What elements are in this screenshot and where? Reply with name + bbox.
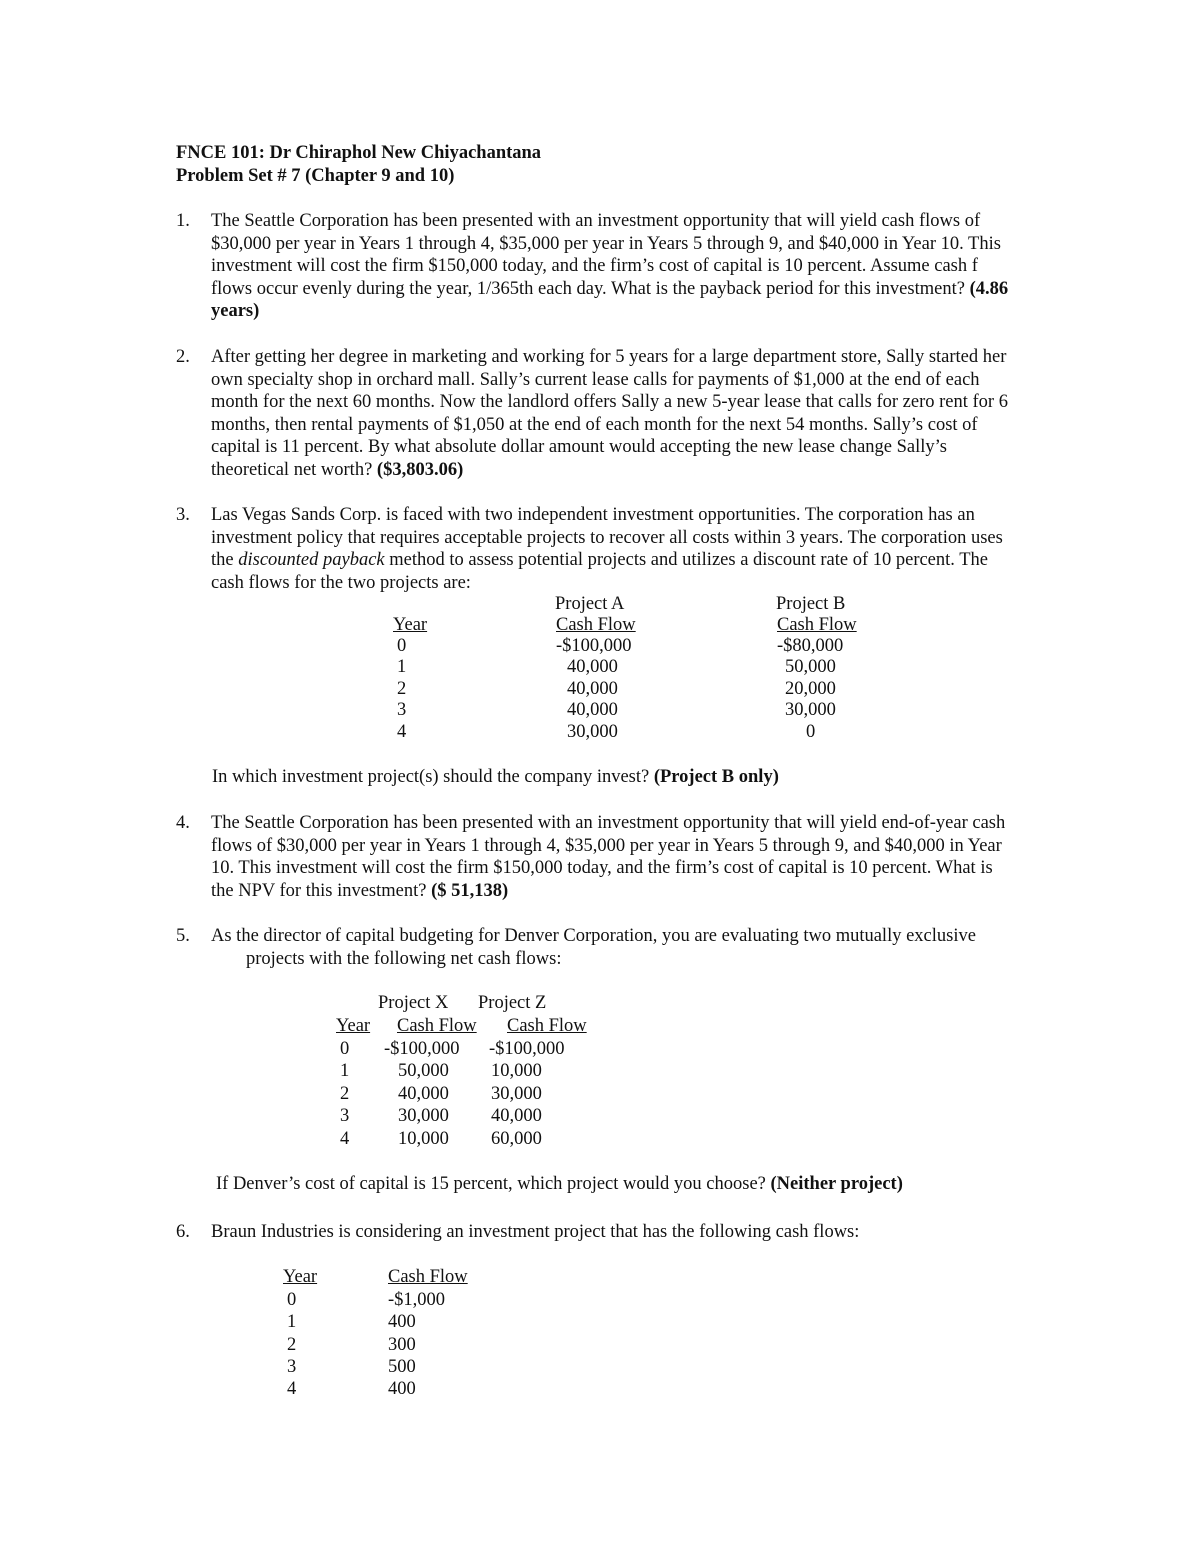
q3-number: 3. xyxy=(176,505,190,525)
q3-b-value: 0 xyxy=(806,722,816,742)
q5-z-value: 30,000 xyxy=(491,1084,542,1104)
q1-line: The Seattle Corporation has been presented with an investment opportunity that will yield cash flows of xyxy=(211,211,981,231)
q5-z-value: 40,000 xyxy=(491,1106,542,1126)
q5-number: 5. xyxy=(176,926,190,946)
q5-line: projects with the following net cash flows: xyxy=(246,949,562,969)
q5-year-header: Year xyxy=(336,1016,371,1036)
q2-text xyxy=(211,346,1041,482)
q5-x-value: -$100,000 xyxy=(384,1039,460,1059)
q5-project-z-title: Project Z xyxy=(478,993,547,1013)
q3-line: investment policy that requires acceptable projects to recover all costs within 3 years. The corporation uses xyxy=(211,527,1003,548)
q3-year: 1 xyxy=(397,657,407,677)
q5-x-header: Cash Flow xyxy=(397,1016,477,1036)
q5-x-value: 10,000 xyxy=(398,1129,449,1149)
q1-line xyxy=(211,278,1041,301)
q1-text xyxy=(211,210,1041,323)
q3-year: 4 xyxy=(397,722,407,742)
q4-line-text: the NPV for this investment? xyxy=(211,880,427,901)
q6-cf-value: 500 xyxy=(388,1357,416,1377)
q3-line xyxy=(211,549,1041,572)
q4-text xyxy=(211,812,1041,902)
q3-b-value: -$80,000 xyxy=(777,636,844,656)
q3-a-value: 40,000 xyxy=(567,657,618,677)
q6-cf-value: 300 xyxy=(388,1335,416,1355)
q1-line: investment will cost the firm $150,000 today, and the firm’s cost of capital is 10 percent. Assume cash f xyxy=(211,256,978,277)
q4-line: 10. This investment will cost the firm $150,000 today, and the firm’s cost of capital is 10 percent. What is xyxy=(211,858,993,879)
q5-year: 1 xyxy=(340,1061,350,1081)
q3-emphasis: discounted payback xyxy=(238,550,385,571)
q1-answer-cont: years) xyxy=(211,301,260,322)
q5-project-x-title: Project X xyxy=(378,993,449,1013)
q3-a-value: 30,000 xyxy=(567,722,618,742)
q2-line-text: theoretical net worth? xyxy=(211,459,373,480)
course-title: FNCE 101: Dr Chiraphol New Chiyachantana xyxy=(176,143,542,163)
q3-line: Las Vegas Sands Corp. is faced with two independent investment opportunities. The corporation has an xyxy=(211,505,975,525)
q4-number: 4. xyxy=(176,813,190,833)
q5-z-header: Cash Flow xyxy=(507,1016,587,1036)
q2-answer: ($3,803.06) xyxy=(376,459,464,480)
q3-question xyxy=(212,766,779,789)
q3-year-header: Year xyxy=(393,615,428,635)
q6-year: 4 xyxy=(287,1379,297,1399)
q1-line: $30,000 per year in Years 1 through 4, $35,000 per year in Years 5 through 9, and $40,000 in Year 10. This xyxy=(211,233,1001,254)
q4-answer: ($ 51,138) xyxy=(431,880,509,901)
q3-line-text: the xyxy=(211,550,234,571)
q5-year: 4 xyxy=(340,1129,350,1149)
q3-a-header: Cash Flow xyxy=(556,615,636,635)
q6-year: 0 xyxy=(287,1290,297,1310)
q5-answer: (Neither project) xyxy=(770,1174,903,1194)
q3-project-b-title: Project B xyxy=(776,594,846,614)
q3-a-value: -$100,000 xyxy=(556,636,632,656)
q3-line: cash flows for the two projects are: xyxy=(211,572,471,593)
q5-z-value: 60,000 xyxy=(491,1129,542,1149)
q3-year: 2 xyxy=(397,679,407,699)
q3-answer: (Project B only) xyxy=(653,767,779,787)
q3-line-text: method to assess potential projects and utilizes a discount rate of 10 percent. The xyxy=(389,550,988,571)
q3-b-value: 50,000 xyxy=(785,657,836,677)
q2-line: capital is 11 percent. By what absolute dollar amount would accepting the new lease change Sally’s xyxy=(211,437,948,458)
q5-z-value: 10,000 xyxy=(491,1061,542,1081)
q3-year: 3 xyxy=(397,700,407,720)
q3-a-value: 40,000 xyxy=(567,700,618,720)
q6-line: Braun Industries is considering an investment project that has the following cash flows: xyxy=(211,1222,860,1242)
q5-question xyxy=(216,1173,903,1196)
q3-b-value: 20,000 xyxy=(785,679,836,699)
q5-x-value: 30,000 xyxy=(398,1106,449,1126)
q5-year: 2 xyxy=(340,1084,350,1104)
q6-year: 3 xyxy=(287,1357,297,1377)
q3-text xyxy=(211,504,1041,594)
q1-line-text: flows occur evenly during the year, 1/365th each day. What is the payback period for this investment? xyxy=(211,278,965,299)
q2-line: months, then rental payments of $1,050 at the end of each month for the next 54 months. Sally’s cost of xyxy=(211,414,978,435)
q6-cf-value: 400 xyxy=(388,1312,416,1332)
q6-cf-value: -$1,000 xyxy=(388,1290,446,1310)
q6-year: 1 xyxy=(287,1312,297,1332)
q5-x-value: 50,000 xyxy=(398,1061,449,1081)
q2-line: After getting her degree in marketing and working for 5 years for a large department store, Sally started her xyxy=(211,347,1007,367)
q3-question-text: In which investment project(s) should the company invest? xyxy=(212,767,650,787)
q2-line xyxy=(211,459,1041,482)
q5-x-value: 40,000 xyxy=(398,1084,449,1104)
q3-project-a-title: Project A xyxy=(555,594,625,614)
q4-line: flows of $30,000 per year in Years 1 through 4, $35,000 per year in Years 5 through 9, and $40,000 in Year xyxy=(211,835,1002,856)
q2-line: month for the next 60 months. Now the landlord offers Sally a new 5-year lease that calls for zero rent for 6 xyxy=(211,392,1008,413)
q6-cf-header: Cash Flow xyxy=(388,1267,468,1287)
q1-line xyxy=(211,300,1041,323)
q5-line: As the director of capital budgeting for Denver Corporation, you are evaluating two mutually exclusive xyxy=(211,926,976,946)
q6-year-header: Year xyxy=(283,1267,318,1287)
q6-number: 6. xyxy=(176,1222,190,1242)
q3-b-header: Cash Flow xyxy=(777,615,857,635)
q6-cf-value: 400 xyxy=(388,1379,416,1399)
q4-line xyxy=(211,880,1041,903)
q2-number: 2. xyxy=(176,347,190,367)
q6-year: 2 xyxy=(287,1335,297,1355)
q3-a-value: 40,000 xyxy=(567,679,618,699)
q5-z-value: -$100,000 xyxy=(489,1039,565,1059)
q1-number: 1. xyxy=(176,211,190,231)
q3-b-value: 30,000 xyxy=(785,700,836,720)
q5-year: 0 xyxy=(340,1039,350,1059)
problem-set-title: Problem Set # 7 (Chapter 9 and 10) xyxy=(176,166,455,186)
q4-line: The Seattle Corporation has been presented with an investment opportunity that will yield end-of-year cash xyxy=(211,813,1006,833)
q5-question-text: If Denver’s cost of capital is 15 percent, which project would you choose? xyxy=(216,1174,766,1194)
q5-year: 3 xyxy=(340,1106,350,1126)
q2-line: own specialty shop in orchard mall. Sally’s current lease calls for payments of $1,000 at the end of each xyxy=(211,369,980,390)
q3-year: 0 xyxy=(397,636,407,656)
q1-answer: (4.86 xyxy=(969,278,1009,299)
